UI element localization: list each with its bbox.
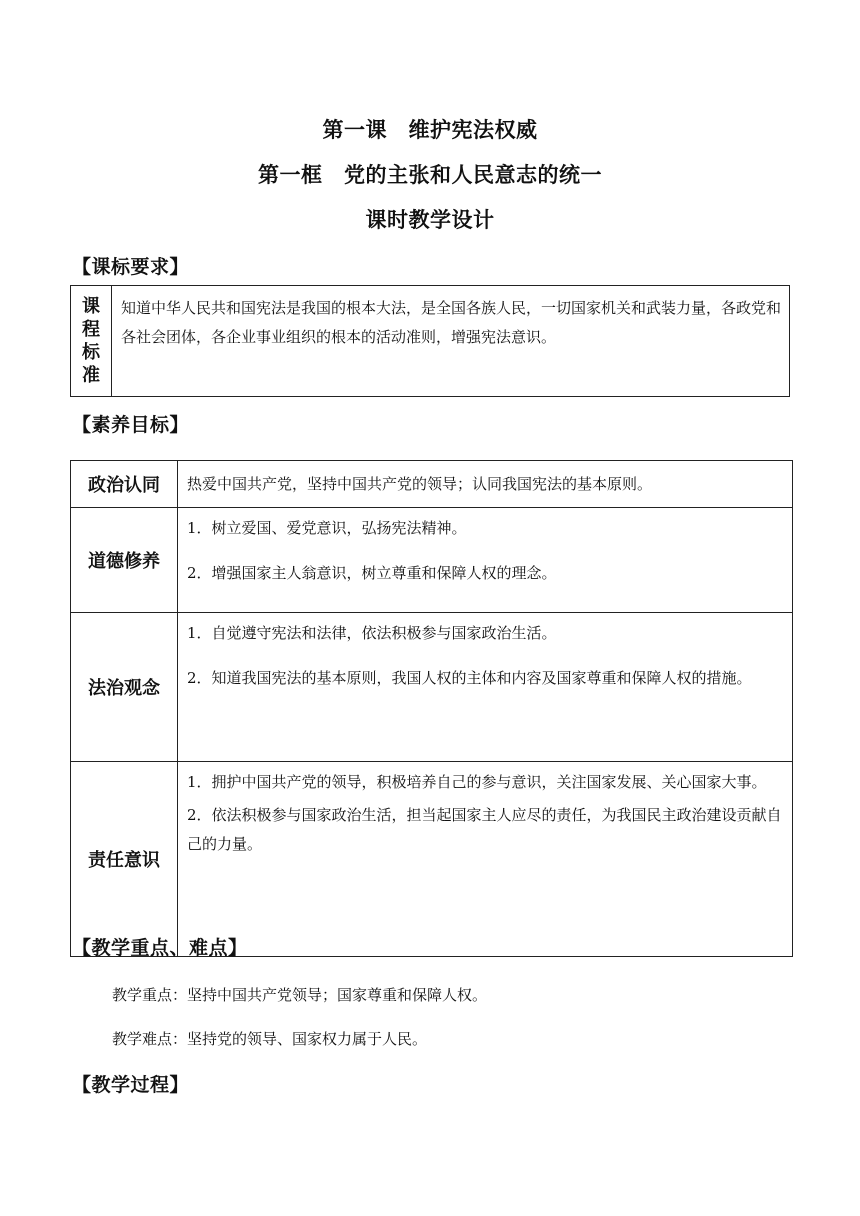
literacy-goals-table bbox=[70, 460, 793, 957]
label-char: 课 bbox=[82, 296, 100, 317]
table-row bbox=[71, 508, 793, 613]
label-char: 准 bbox=[82, 365, 100, 386]
goal-text bbox=[178, 613, 793, 762]
section-key-points: 【教学重点、难点】 bbox=[72, 937, 248, 959]
goal-item: 1．树立爱国、爱党意识，弘扬宪法精神。 bbox=[187, 519, 467, 537]
label-char: 程 bbox=[82, 319, 100, 340]
teaching-focus: 教学重点：坚持中国共产党领导；国家尊重和保障人权。 bbox=[112, 986, 488, 1004]
goal-item: 热爱中国共产党，坚持中国共产党的领导；认同我国宪法的基本原则。 bbox=[187, 474, 653, 493]
goal-label: 法治观念 bbox=[71, 613, 178, 762]
frame-title: 第一框 党的主张和人民意志的统一 bbox=[258, 163, 602, 187]
section-teaching-process: 【教学过程】 bbox=[72, 1074, 190, 1096]
section-literacy-goals: 【素养目标】 bbox=[72, 414, 190, 436]
goal-item: 1．自觉遵守宪法和法律，依法积极参与国家政治生活。 bbox=[187, 624, 557, 642]
goal-item: 2．增强国家主人翁意识，树立尊重和保障人权的理念。 bbox=[187, 564, 557, 582]
lesson-title: 第一课 维护宪法权威 bbox=[322, 118, 538, 142]
goal-text bbox=[178, 762, 793, 957]
curriculum-standard-table bbox=[70, 285, 790, 397]
table-row bbox=[71, 613, 793, 762]
table-row bbox=[71, 762, 793, 957]
label-char: 标 bbox=[82, 342, 100, 363]
goal-item: 1．拥护中国共产党的领导，积极培养自己的参与意识，关注国家发展、关心国家大事。 bbox=[187, 773, 767, 791]
design-title: 课时教学设计 bbox=[365, 208, 495, 232]
teaching-difficulty: 教学难点：坚持党的领导、国家权力属于人民。 bbox=[112, 1030, 428, 1048]
goal-label: 道德修养 bbox=[71, 508, 178, 613]
goal-label: 政治认同 bbox=[71, 461, 178, 508]
goal-item: 2．依法积极参与国家政治生活，担当起国家主人应尽的责任，为我国民主政治建设贡献自己的力量。 bbox=[187, 806, 782, 853]
section-curriculum-requirements: 【课标要求】 bbox=[72, 256, 190, 278]
goal-item: 2．知道我国宪法的基本原则，我国人权的主体和内容及国家尊重和保障人权的措施。 bbox=[187, 669, 752, 687]
curriculum-standard-text: 知道中华人民共和国宪法是我国的根本大法，是全国各族人民，一切国家机关和武装力量，各政党和各社会团体，各企业事业组织的根本的活动准则，增强宪法意识。 bbox=[121, 299, 782, 346]
goal-label: 责任意识 bbox=[71, 762, 178, 957]
curriculum-standard-label bbox=[71, 286, 112, 396]
table-row bbox=[71, 461, 793, 508]
goal-text bbox=[178, 508, 793, 613]
goal-text bbox=[178, 461, 793, 508]
